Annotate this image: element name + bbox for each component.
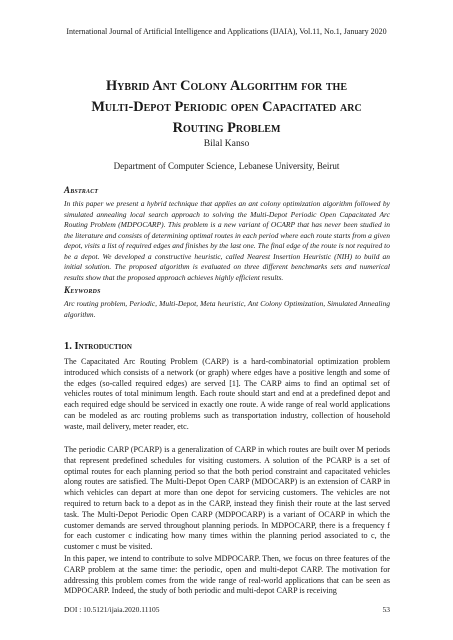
section-number: 1. [64,341,72,352]
journal-header: International Journal of Artificial Intelligence and Applications (IJAIA), Vol.11, No.1, January 2020 [66,27,387,36]
title-line-3: Routing Problem [172,120,281,136]
section-heading-introduction [64,340,132,353]
keywords-text: Arc routing problem, Periodic, Multi-Depot, Meta heuristic, Ant Colony Optimization, Simulated Annealing algorithm. [64,299,390,319]
intro-paragraph-3: In this paper, we intend to contribute to solve MDPOCARP. Then, we focus on three features of the CARP problem at the same time: the periodic, open and multi-depot CARP. The motivation for addressing this problem comes from the wide range of real-world applications that can be seen as MDPOCARP. Indeed, the study of both periodic and multi-depot CARP is receiving [64,554,390,596]
intro-paragraph-2: The periodic CARP (PCARP) is a generalization of CARP in which routes are built over M periods that represent predefined schedules for visiting customers. A solution of the PCARP is a set of optimal routes for each planning period so that the both period constraint and capacitated vehicles along routes are satisfied. The Multi-Depot Open CARP (MDOCARP) is an extension of CARP in which vehicles can depart at more than one depot for servicing customers. The vehicles are not required to return back to a depot as in the CARP, instead they finish their route at the last served task. The Multi-Depot Periodic Open CARP (MDPOCARP) is a variant of OCARP in which the customer demands are served throughout planning periods. In MDPOCARP, there is a frequency f for each customer c indicating how many times within the planning period associated to c, the customer c must be visited. [64,445,390,552]
abstract-text: In this paper we present a hybrid technique that applies an ant colony optimization algorithm followed by simulated annealing local search approach to solving the Multi-Depot Periodic Open Capacitated Arc Routing Problem (MDPOCARP). This problem is a new variant of OCARP that has never been studied in the literature and consists of determining optimal routes in each period where each route starts from a given depot, visits a list of required edges and finishes by the last one. The final edge of the route is not required to be a depot. We developed a constructive heuristic, called Nearest Insertion Heuristic (NIH) to build an initial solution. The proposed algorithm is evaluated on three different benchmarks sets and numerical results show that the proposed approach achieves highly efficient results. [64,199,390,282]
author-name: Bilal Kanso [203,138,250,149]
keywords-heading: Keywords [64,285,101,295]
title-line-1: Hybrid Ant Colony Algorithm for the [105,78,347,94]
page-number: 53 [382,605,390,614]
intro-paragraph-1: The Capacitated Arc Routing Problem (CARP) is a hard-combinatorial optimization problem introduced which consists of a network (or graph) where edges have a positive length and some of the edges (so-called required edges) are served [1]. The CARP aims to find an optimal set of vehicles routes of total minimum length. Each route should start and end at a predefined depot and each required edge should be serviced in exactly one route. A wide range of real world applications can be modeled as arc routing problems such as transportation industry, collection of household waste, mail delivery, meter reader, etc. [64,357,390,431]
abstract-heading: Abstract [64,185,99,195]
doi-link[interactable]: DOI : 10.5121/ijaia.2020.11105 [64,605,160,614]
title-line-2: Multi-Depot Periodic open Capacitated arc [91,99,362,115]
author-affiliation: Department of Computer Science, Lebanese University, Beirut [113,161,340,171]
section-title: Introduction [74,341,132,352]
paper-title [40,76,413,139]
